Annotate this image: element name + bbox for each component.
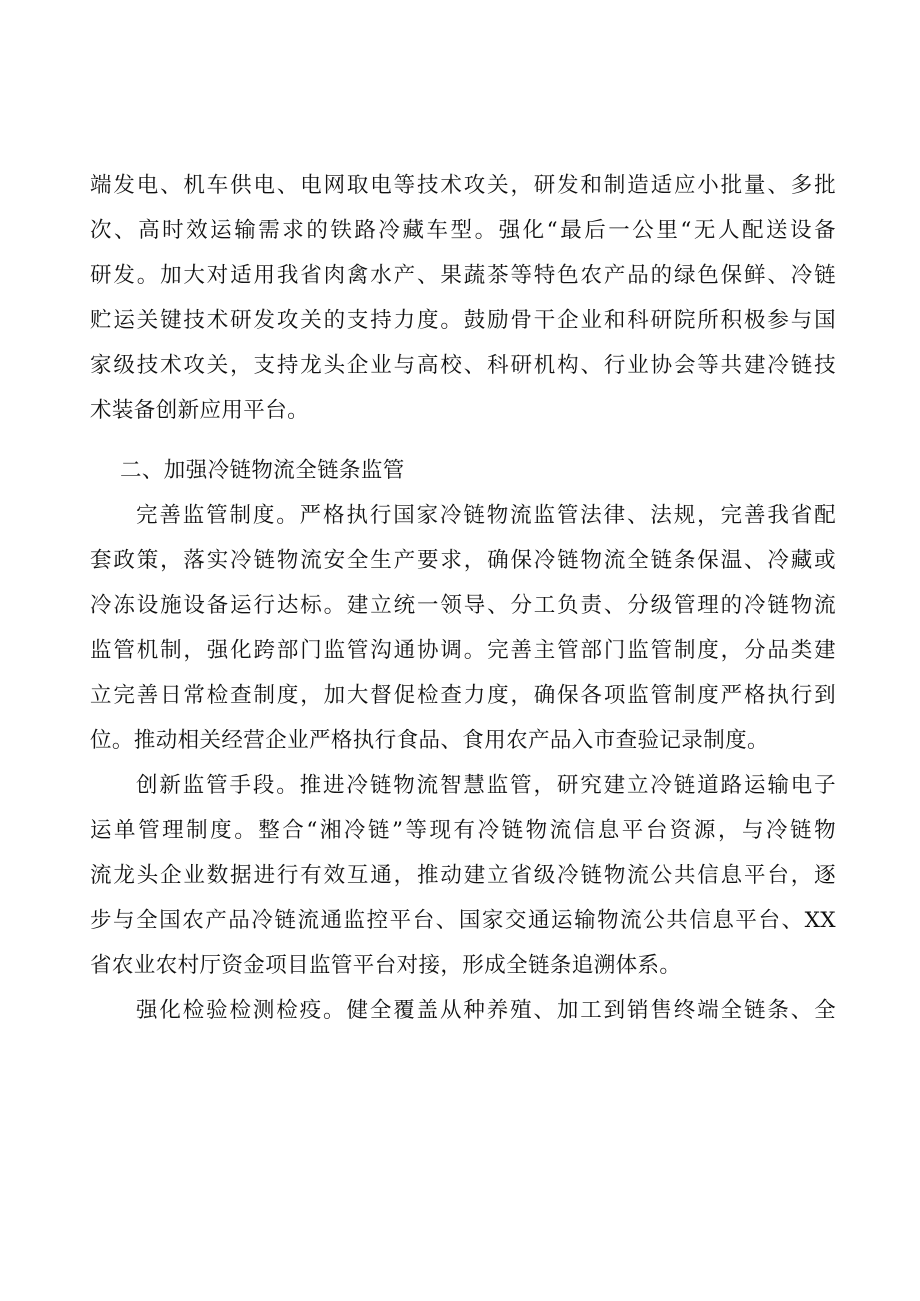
text-line: 冷冻设施设备运行达标。建立统一领导、分工负责、分级管理的冷链物流 <box>90 593 836 618</box>
text-line: 完善监管制度。严格执行国家冷链物流监管法律、法规，完善我省配 <box>136 503 836 528</box>
text-line: 家级技术攻关，支持龙头企业与高校、科研机构、行业协会等共建冷链技 <box>90 353 836 378</box>
paragraph-supervision-system <box>90 498 836 768</box>
text-line: 端发电、机车供电、电网取电等技术攻关，研发和制造适应小批量、多批 <box>90 173 836 198</box>
section-heading <box>90 453 836 498</box>
text-line: 立完善日常检查制度，加大督促检查力度，确保各项监管制度严格执行到 <box>90 683 836 708</box>
document-page <box>90 168 836 1038</box>
text-line: 强化检验检测检疫。健全覆盖从种养殖、加工到销售终端全链条、全 <box>136 998 836 1023</box>
text-line: 运单管理制度。整合“湘冷链”等现有冷链物流信息平台资源，与冷链物 <box>90 818 836 843</box>
text-line: 步与全国农产品冷链流通监控平台、国家交通运输物流公共信息平台、XX <box>90 908 836 933</box>
text-line: 位。推动相关经营企业严格执行食品、食用农产品入市查验记录制度。 <box>90 728 769 753</box>
text-line: 创新监管手段。推进冷链物流智慧监管，研究建立冷链道路运输电子 <box>136 773 836 798</box>
text-line: 次、高时效运输需求的铁路冷藏车型。强化“最后一公里“无人配送设备 <box>90 218 836 243</box>
text-line: 流龙头企业数据进行有效互通，推动建立省级冷链物流公共信息平台，逐 <box>90 863 836 888</box>
text-line: 术装备创新应用平台。 <box>90 398 310 423</box>
text-line: 套政策，落实冷链物流安全生产要求，确保冷链物流全链条保温、冷藏或 <box>90 548 836 573</box>
text-line: 研发。加大对适用我省肉禽水产、果蔬茶等特色农产品的绿色保鲜、冷链 <box>90 263 836 288</box>
text-line: 省农业农村厅资金项目监管平台对接，形成全链条追溯体系。 <box>90 953 682 978</box>
paragraph-supervision-means <box>90 768 836 993</box>
text-line: 监管机制，强化跨部门监管沟通协调。完善主管部门监管制度，分品类建 <box>90 638 836 663</box>
paragraph-tech-research <box>90 168 836 438</box>
heading-line: 二、加强冷链物流全链条监管 <box>120 458 405 483</box>
paragraph-inspection <box>90 993 836 1038</box>
text-line: 贮运关键技术研发攻关的支持力度。鼓励骨干企业和科研院所积极参与国 <box>90 308 836 333</box>
